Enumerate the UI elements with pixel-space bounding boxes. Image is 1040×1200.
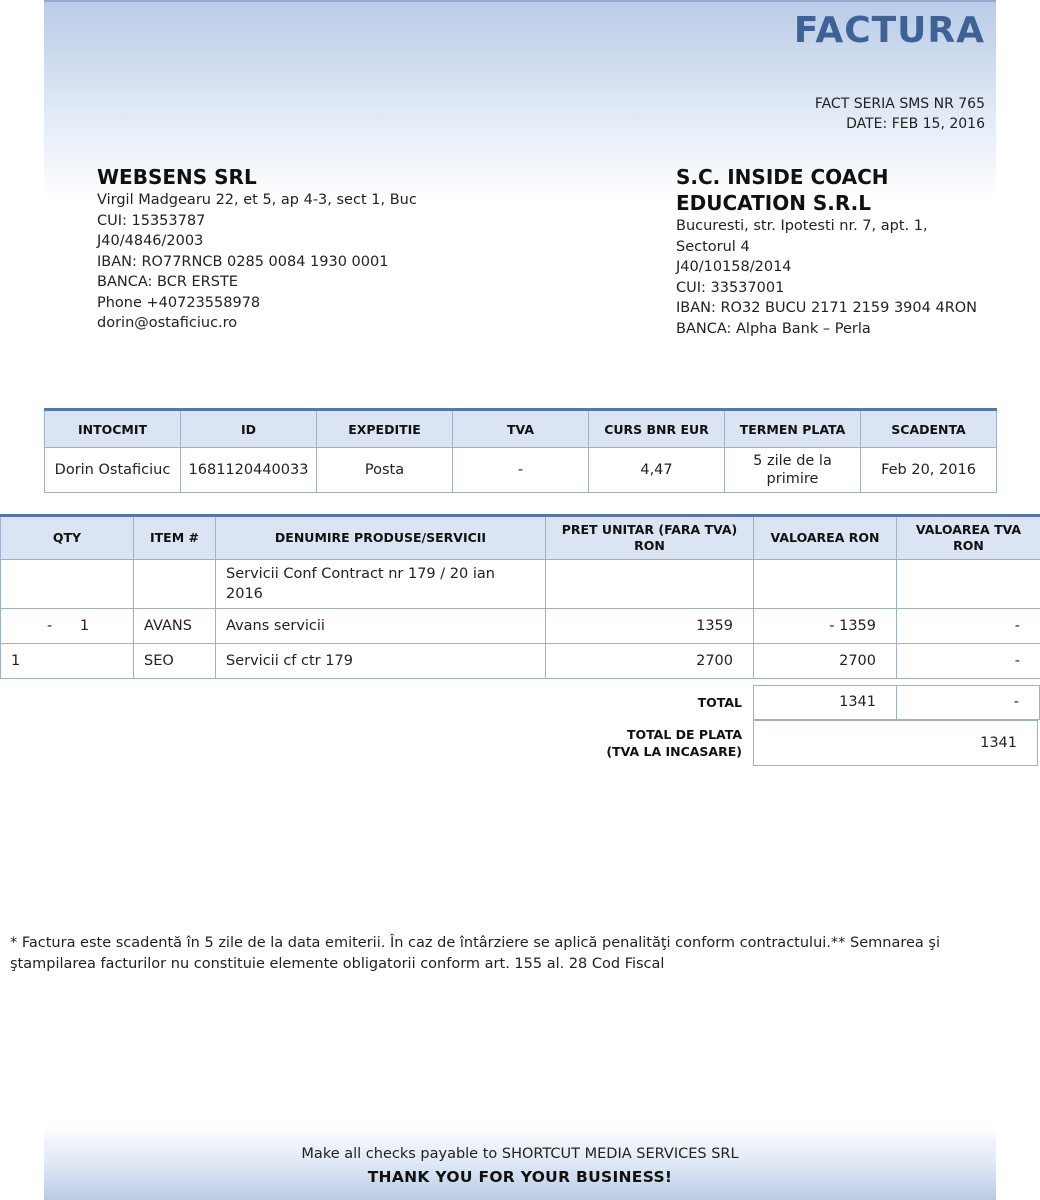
buyer-block: [676, 164, 1006, 339]
table-row: [1, 609, 1040, 644]
item-vat: -: [897, 609, 1040, 644]
item-code: AVANS: [134, 609, 216, 644]
item-description: Avans servicii: [216, 609, 546, 644]
payable-value: 1341: [753, 720, 1038, 766]
payable-label-line1: TOTAL DE PLATA: [626, 727, 742, 742]
invoice-title: FACTURA: [793, 10, 985, 51]
buyer-reg: J40/10158/2014: [676, 259, 792, 275]
buyer-name-line2: EDUCATION S.R.L: [676, 191, 872, 215]
items-header-cell: QTY: [1, 516, 134, 560]
buyer-cui: CUI: 33537001: [676, 279, 785, 296]
info-due-date: Feb 20, 2016: [861, 448, 997, 493]
buyer-name-line1: S.C. INSIDE COACH: [676, 165, 889, 189]
info-table: [44, 408, 997, 493]
info-prepared-by: Dorin Ostaficiuc: [45, 448, 181, 493]
footer-thanks: THANK YOU FOR YOUR BUSINESS!: [367, 1168, 673, 1186]
items-header-cell: ITEM #: [134, 516, 216, 560]
items-table: [0, 514, 1040, 679]
footer-payable-note: Make all checks payable to SHORTCUT MEDIA SERVICES SRL: [301, 1146, 739, 1162]
seller-phone: Phone +40723558978: [97, 294, 261, 311]
item-value: [754, 560, 897, 609]
items-header-row: [1, 516, 1040, 560]
items-header-cell: DENUMIRE PRODUSE/SERVICII: [216, 516, 546, 560]
payable-label: [545, 726, 742, 760]
invoice-number: FACT SERIA SMS NR 765: [814, 96, 985, 112]
footer-band: [44, 1124, 996, 1200]
info-header-cell: TERMEN PLATA: [725, 410, 861, 448]
item-qty: 1: [1, 644, 134, 679]
table-row: [1, 644, 1040, 679]
seller-block: [97, 164, 517, 334]
seller-reg: J40/4846/2003: [97, 233, 204, 249]
items-header-cell: VALOAREA TVA RON: [897, 516, 1040, 560]
buyer-bank: BANCA: Alpha Bank – Perla: [676, 320, 871, 337]
table-row: [1, 560, 1040, 609]
info-exchange-rate: 4,47: [589, 448, 725, 493]
item-value: 2700: [754, 644, 897, 679]
buyer-sector: Sectorul 4: [676, 238, 750, 255]
invoice-notes: * Factura este scadentă în 5 zile de la data emiterii. În caz de întârziere se aplică penalităţi conform contractului.** Semnarea şi ştampilarea facturilor nu constituie elemente obligatorii conform art. 155 al. 28 Cod Fiscal: [10, 935, 940, 972]
info-header-cell: TVA: [453, 410, 589, 448]
info-payment-term: 5 zile de la primire: [725, 448, 861, 493]
item-code: SEO: [134, 644, 216, 679]
invoice-meta: [815, 94, 985, 134]
info-header-row: [45, 410, 997, 448]
info-shipping: Posta: [317, 448, 453, 493]
seller-bank: BANCA: BCR ERSTE: [97, 274, 238, 290]
total-label: TOTAL: [697, 695, 742, 710]
buyer-address: Bucuresti, str. Ipotesti nr. 7, apt. 1,: [676, 218, 928, 234]
info-header-cell: CURS BNR EUR: [589, 410, 725, 448]
item-unit-price: 2700: [546, 644, 754, 679]
items-header-cell: VALOAREA RON: [754, 516, 897, 560]
seller-email: dorin@ostaficiuc.ro: [97, 315, 238, 331]
total-vat: -: [896, 685, 1040, 720]
item-qty: [1, 560, 134, 609]
item-unit-price: [546, 560, 754, 609]
seller-address: Virgil Madgearu 22, et 5, ap 4-3, sect 1, Buc: [97, 192, 417, 208]
info-id: 1681120440033: [181, 448, 317, 493]
items-header-cell: PRET UNITAR (FARA TVA) RON: [546, 516, 754, 560]
item-description: Servicii cf ctr 179: [216, 644, 546, 679]
item-unit-price: 1359: [546, 609, 754, 644]
payable-label-line2: (TVA LA INCASARE): [606, 744, 742, 759]
info-header-cell: SCADENTA: [861, 410, 997, 448]
item-value: - 1359: [754, 609, 897, 644]
invoice-date: DATE: FEB 15, 2016: [846, 116, 985, 132]
info-header-cell: EXPEDITIE: [317, 410, 453, 448]
item-code: [134, 560, 216, 609]
item-description: Servicii Conf Contract nr 179 / 20 ian 2016: [216, 560, 546, 609]
buyer-iban: IBAN: RO32 BUCU 2171 2159 3904 4RON: [676, 300, 978, 316]
info-header-cell: INTOCMIT: [45, 410, 181, 448]
seller-name: WEBSENS SRL: [97, 165, 257, 189]
item-vat: [897, 560, 1040, 609]
seller-iban: IBAN: RO77RNCB 0285 0084 1930 0001: [97, 253, 389, 270]
seller-cui: CUI: 15353787: [97, 212, 206, 229]
info-vat: -: [453, 448, 589, 493]
total-value: 1341: [753, 685, 897, 720]
info-header-cell: ID: [181, 410, 317, 448]
item-vat: -: [897, 644, 1040, 679]
info-row: [45, 448, 997, 493]
item-qty: - 1: [1, 609, 134, 644]
